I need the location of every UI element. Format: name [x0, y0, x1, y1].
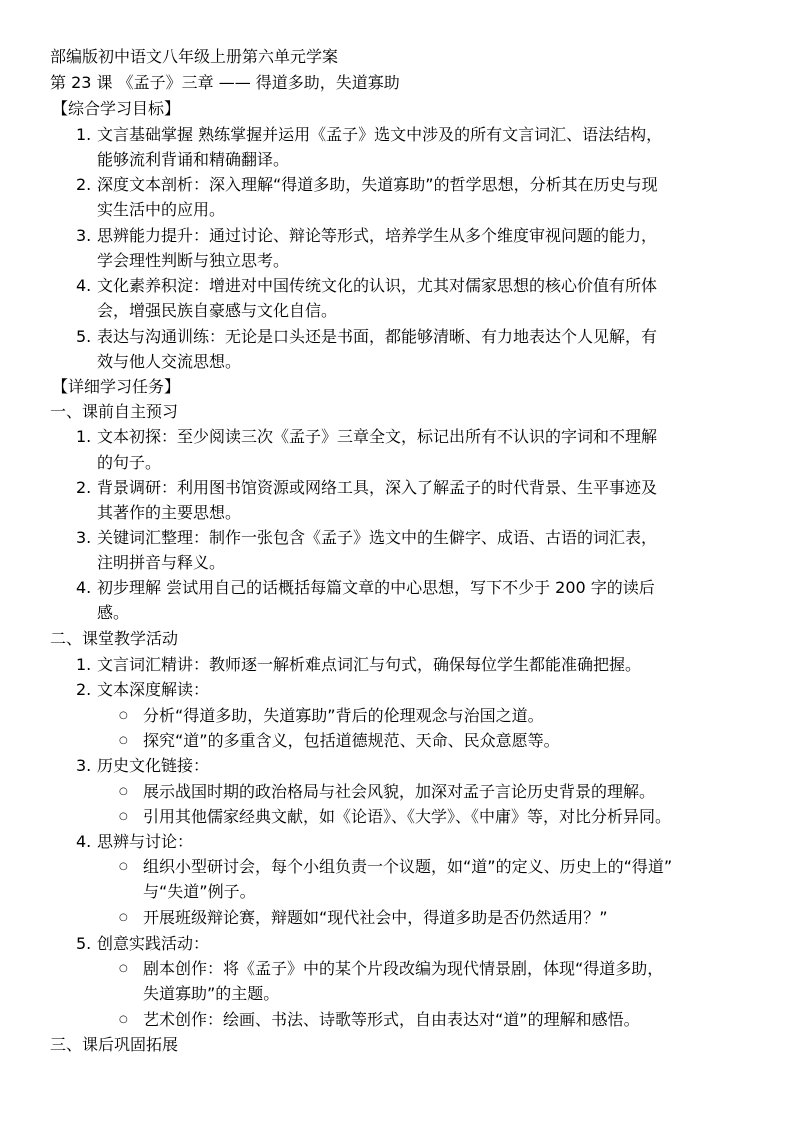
activity-number: 4.: [76, 832, 92, 851]
task-text-cont: 其著作的主要思想。: [97, 503, 242, 522]
activity-number: 3.: [76, 756, 92, 775]
goal-text: 文化素养积淀：增进对中国传统文化的认识，尤其对儒家思想的核心价值有所体: [97, 276, 658, 295]
activity-text: 思辨与讨论：: [97, 832, 194, 851]
bullet-icon: ○: [119, 1014, 128, 1025]
goal-number: 4.: [76, 276, 92, 295]
goal-text-cont: 能够流利背诵和精确翻译。: [97, 150, 290, 169]
activity-text: 创意实践活动：: [97, 934, 210, 953]
task-number: 4.: [76, 578, 92, 597]
task-number: 1.: [76, 427, 92, 446]
sub-item-text: 艺术创作：绘画、书法、诗歌等形式，自由表达对“道”的理解和感悟。: [143, 1010, 640, 1029]
goal-text: 深度文本剖析：深入理解“得道多助，失道寡助”的哲学思想，分析其在历史与现: [97, 175, 658, 194]
goal-number: 3.: [76, 226, 92, 245]
sub-item-text: 展示战国时期的政治格局与社会风貌，加深对孟子言论历史背景的理解。: [143, 782, 656, 801]
task-number: 3.: [76, 528, 92, 547]
sub-item-text-cont: 与“失道”例子。: [143, 882, 256, 901]
bullet-icon: ○: [119, 963, 128, 974]
task-text: 关键词汇整理：制作一张包含《孟子》选文中的生僻字、成语、古语的词汇表，: [97, 528, 658, 547]
bullet-icon: ○: [119, 912, 128, 923]
section-heading-tasks: 【详细学习任务】: [52, 377, 181, 396]
goal-text: 思辨能力提升：通过讨论、辩论等形式，培养学生从多个维度审视问题的能力，: [97, 226, 658, 245]
bullet-icon: ○: [119, 786, 128, 797]
task-number: 2.: [76, 478, 92, 497]
bullet-icon: ○: [119, 861, 128, 872]
sub-item-text: 分析“得道多助，失道寡助”背后的伦理观念与治国之道。: [143, 706, 544, 725]
goal-number: 2.: [76, 175, 92, 194]
part-title-preview: 一、课前自主预习: [50, 402, 179, 421]
task-text-cont: 的句子。: [97, 453, 162, 472]
goal-text: 文言基础掌握 熟练掌握并运用《孟子》选文中涉及的所有文言词汇、语法结构，: [97, 125, 663, 144]
part-title-after-class: 三、课后巩固拓展: [50, 1035, 179, 1054]
activity-text: 文本深度解读：: [97, 680, 210, 699]
activity-text: 历史文化链接：: [97, 756, 210, 775]
bullet-icon: ○: [119, 811, 128, 822]
activity-text: 文言词汇精讲：教师逐一解析难点词汇与句式，确保每位学生都能准确把握。: [97, 655, 642, 674]
lesson-title: 第 23 课 《孟子》三章 —— 得道多助，失道寡助: [50, 73, 400, 92]
sub-item-text: 剧本创作：将《孟子》中的某个片段改编为现代情景剧，体现“得道多助，: [143, 959, 664, 978]
goal-text: 表达与沟通训练：无论是口头还是书面，都能够清晰、有力地表达个人见解，有: [97, 327, 658, 346]
goal-number: 1.: [76, 125, 92, 144]
goal-text-cont: 实生活中的应用。: [97, 200, 226, 219]
section-heading-goals: 【综合学习目标】: [52, 99, 181, 118]
goal-text-cont: 会，增强民族自豪感与文化自信。: [97, 301, 338, 320]
sub-item-text: 引用其他儒家经典文献，如《论语》、《大学》、《中庸》等，对比分析异同。: [143, 807, 672, 826]
part-title-classroom: 二、课堂教学活动: [50, 629, 179, 648]
bullet-icon: ○: [119, 710, 128, 721]
sub-item-text: 开展班级辩论赛，辩题如“现代社会中，得道多助是否仍然适用？”: [143, 908, 608, 927]
sub-item-text-cont: 失道寡助”的主题。: [143, 984, 280, 1003]
task-text: 文本初探：至少阅读三次《孟子》三章全文，标记出所有不认识的字词和不理解: [97, 427, 658, 446]
task-text-cont: 感。: [97, 603, 130, 622]
sub-item-text: 探究“道”的多重含义，包括道德规范、天命、民众意愿等。: [143, 731, 560, 750]
document-header: 部编版初中语文八年级上册第六单元学案: [50, 47, 339, 66]
sub-item-text: 组织小型研讨会，每个小组负责一个议题，如“道”的定义、历史上的“得道”: [143, 857, 673, 876]
activity-number: 1.: [76, 655, 92, 674]
bullet-icon: ○: [119, 735, 128, 746]
goal-number: 5.: [76, 327, 92, 346]
goal-text-cont: 效与他人交流思想。: [97, 352, 242, 371]
task-text: 背景调研：利用图书馆资源或网络工具，深入了解孟子的时代背景、生平事迹及: [97, 478, 658, 497]
goal-text-cont: 学会理性判断与独立思考。: [97, 251, 290, 270]
activity-number: 5.: [76, 934, 92, 953]
task-text: 初步理解 尝试用自己的话概括每篇文章的中心思想，写下不少于 200 字的读后: [97, 578, 655, 597]
activity-number: 2.: [76, 680, 92, 699]
task-text-cont: 注明拼音与释义。: [97, 553, 226, 572]
